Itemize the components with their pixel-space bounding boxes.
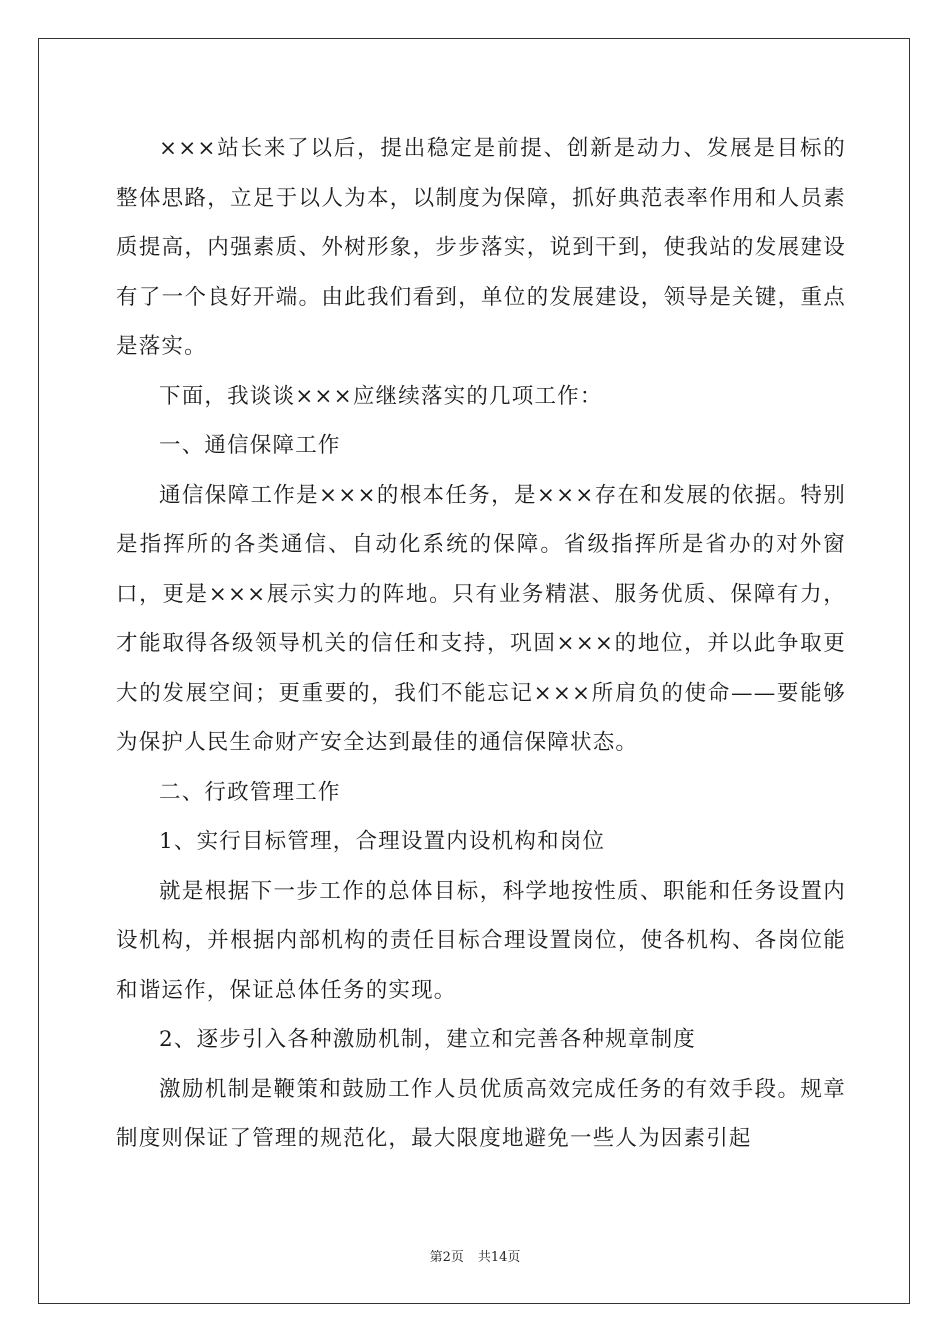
page-number: 第2页 <box>429 1250 464 1265</box>
section-heading: 二、行政管理工作 <box>159 779 341 805</box>
page-total: 共14页 <box>477 1250 521 1265</box>
paragraph: 下面，我谈谈×××应继续落实的几项工作： <box>159 383 603 409</box>
page-footer <box>0 1246 950 1265</box>
paragraph: 通信保障工作是×××的根本任务，是×××存在和发展的依据。特别是指挥所的各类通信、自动化系统的保障。省级指挥所是省办的对外窗口，更是×××展示实力的阵地。只有业务精湛、服务优质、保障有力，才能取得各级领导机关的信任和支持，巩固×××的地位，并以此争取更大的发展空间；更重要的，我们不能忘记×××所肩负的使命——要能够为保护人民生命财产安全达到最佳的通信保障状态。 <box>116 482 846 755</box>
paragraph: 激励机制是鞭策和鼓励工作人员优质高效完成任务的有效手段。规章制度则保证了管理的规范化，最大限度地避免一些人为因素引起 <box>116 1076 846 1151</box>
paragraph: 就是根据下一步工作的总体目标，科学地按性质、职能和任务设置内设机构，并根据内部机构的责任目标合理设置岗位，使各机构、各岗位能和谐运作，保证总体任务的实现。 <box>116 878 846 1003</box>
section-heading: 一、通信保障工作 <box>159 433 341 458</box>
subsection-heading: 1、实行目标管理，合理设置内设机构和岗位 <box>159 829 606 854</box>
subsection-heading: 2、逐步引入各种激励机制，建立和完善各种规章制度 <box>159 1027 696 1052</box>
document-body <box>116 124 846 1164</box>
paragraph: ×××站长来了以后，提出稳定是前提、创新是动力、发展是目标的整体思路，立足于以人为本，以制度为保障，抓好典范表率作用和人员素质提高，内强素质、外树形象，步步落实，说到干到，使我站的发展建设有了一个良好开端。由此我们看到，单位的发展建设，领导是关键，重点是落实。 <box>116 136 846 359</box>
